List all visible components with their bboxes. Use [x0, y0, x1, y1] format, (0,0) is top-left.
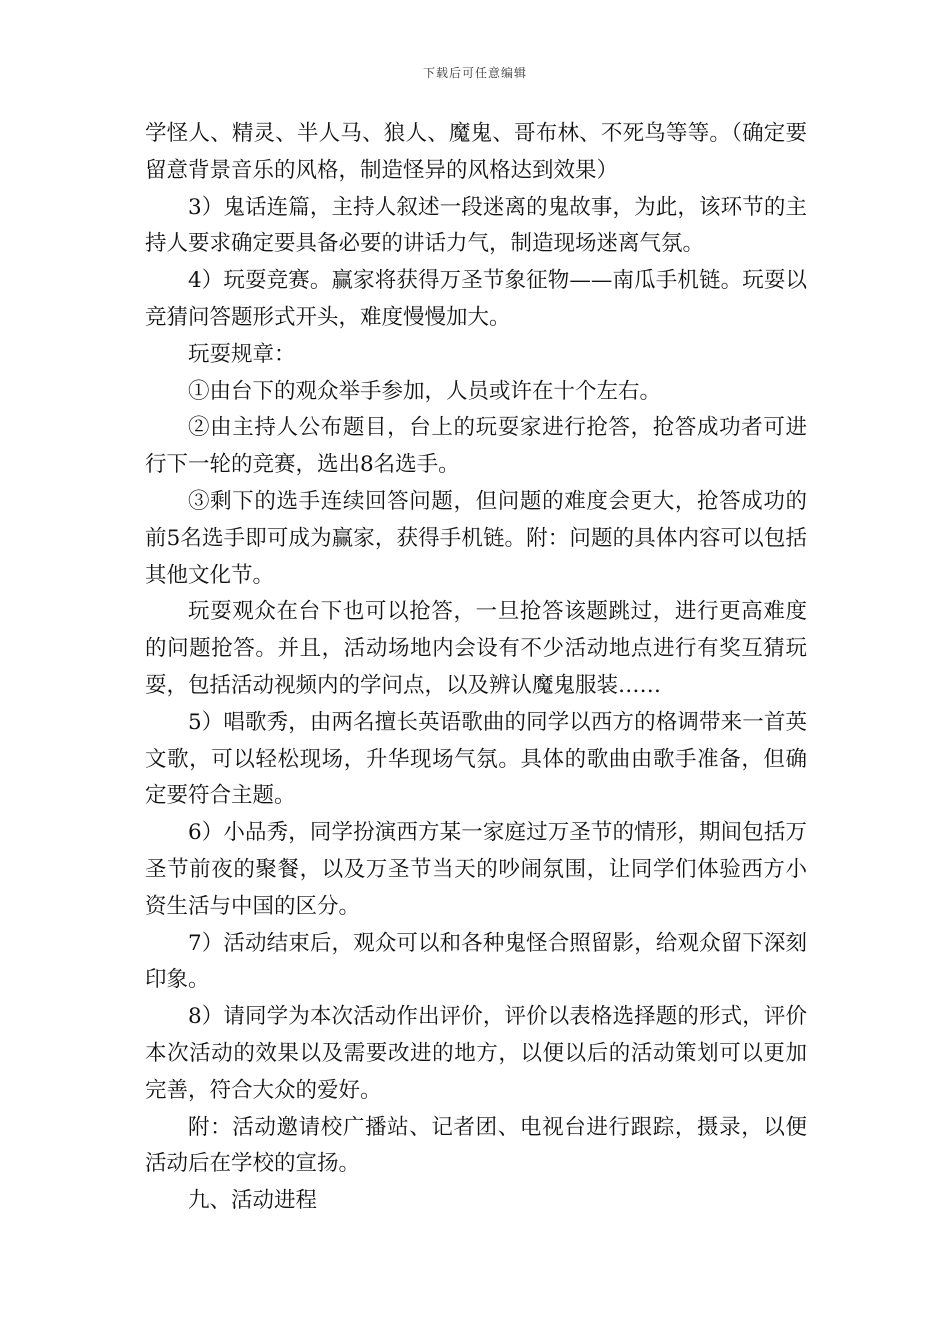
paragraph-item-3: 3）鬼话连篇，主持人叙述一段迷离的鬼故事，为此，该环节的主持人要求确定要具备必要的讲话力气，制造现场迷离气氛。: [145, 194, 807, 257]
paragraph-item-4: 4）玩耍竞赛。赢家将获得万圣节象征物——南瓜手机链。玩耍以竞猜问答题形式开头，难度慢慢加大。: [145, 268, 807, 330]
paragraph-audience-note: 玩耍观众在台下也可以抢答，一旦抢答该题跳过，进行更高难度的问题抢答。并且，活动场地内会设有不少活动地点进行有奖互猜玩耍，包括活动视频内的学问点，以及辨认魔鬼服装……: [145, 599, 807, 698]
document-body: [145, 116, 807, 1220]
paragraph-rule-2: ②由主持人公布题目，台上的玩耍家进行抢答，抢答成功者可进行下一轮的竞赛，选出8名选手。: [145, 415, 807, 478]
paragraph-item-5: 5）唱歌秀，由两名擅长英语歌曲的同学以西方的格调带来一首英文歌，可以轻松现场，升华现场气氛。具体的歌曲由歌手准备，但确定要符合主题。: [145, 709, 807, 809]
paragraph-rule-1: ①由台下的观众举手参加，人员或许在十个左右。: [188, 378, 662, 404]
page-header: 下载后可任意编辑: [422, 66, 527, 80]
paragraph-game-rules-heading: 玩耍规章：: [188, 341, 296, 367]
paragraph-item-6: 6）小品秀，同学扮演西方某一家庭过万圣节的情形，期间包括万圣节前夜的聚餐，以及万圣节当天的吵闹氛围，让同学们体验西方小资生活与中国的区分。: [145, 820, 807, 919]
paragraph-rule-3: ③剩下的选手连续回答问题，但问题的难度会更大，抢答成功的前5名选手即可成为赢家，获得手机链。附：问题的具体内容可以包括其他文化节。: [145, 488, 807, 588]
paragraph-continuation: 学怪人、精灵、半人马、狼人、魔鬼、哥布林、不死鸟等等。（确定要留意背景音乐的风格，制造怪异的风格达到效果）: [145, 121, 807, 183]
section-heading-activity-process: 九、活动进程: [188, 1188, 318, 1214]
paragraph-appendix-note: 附：活动邀请校广播站、记者团、电视台进行跟踪，摄录，以便活动后在学校的宣扬。: [145, 1114, 807, 1177]
paragraph-item-8: 8）请同学为本次活动作出评价，评价以表格选择题的形式，评价本次活动的效果以及需要改进的地方，以便以后的活动策划可以更加完善，符合大众的爱好。: [145, 1004, 807, 1103]
paragraph-item-7: 7）活动结束后，观众可以和各种鬼怪合照留影，给观众留下深刻印象。: [145, 930, 807, 993]
